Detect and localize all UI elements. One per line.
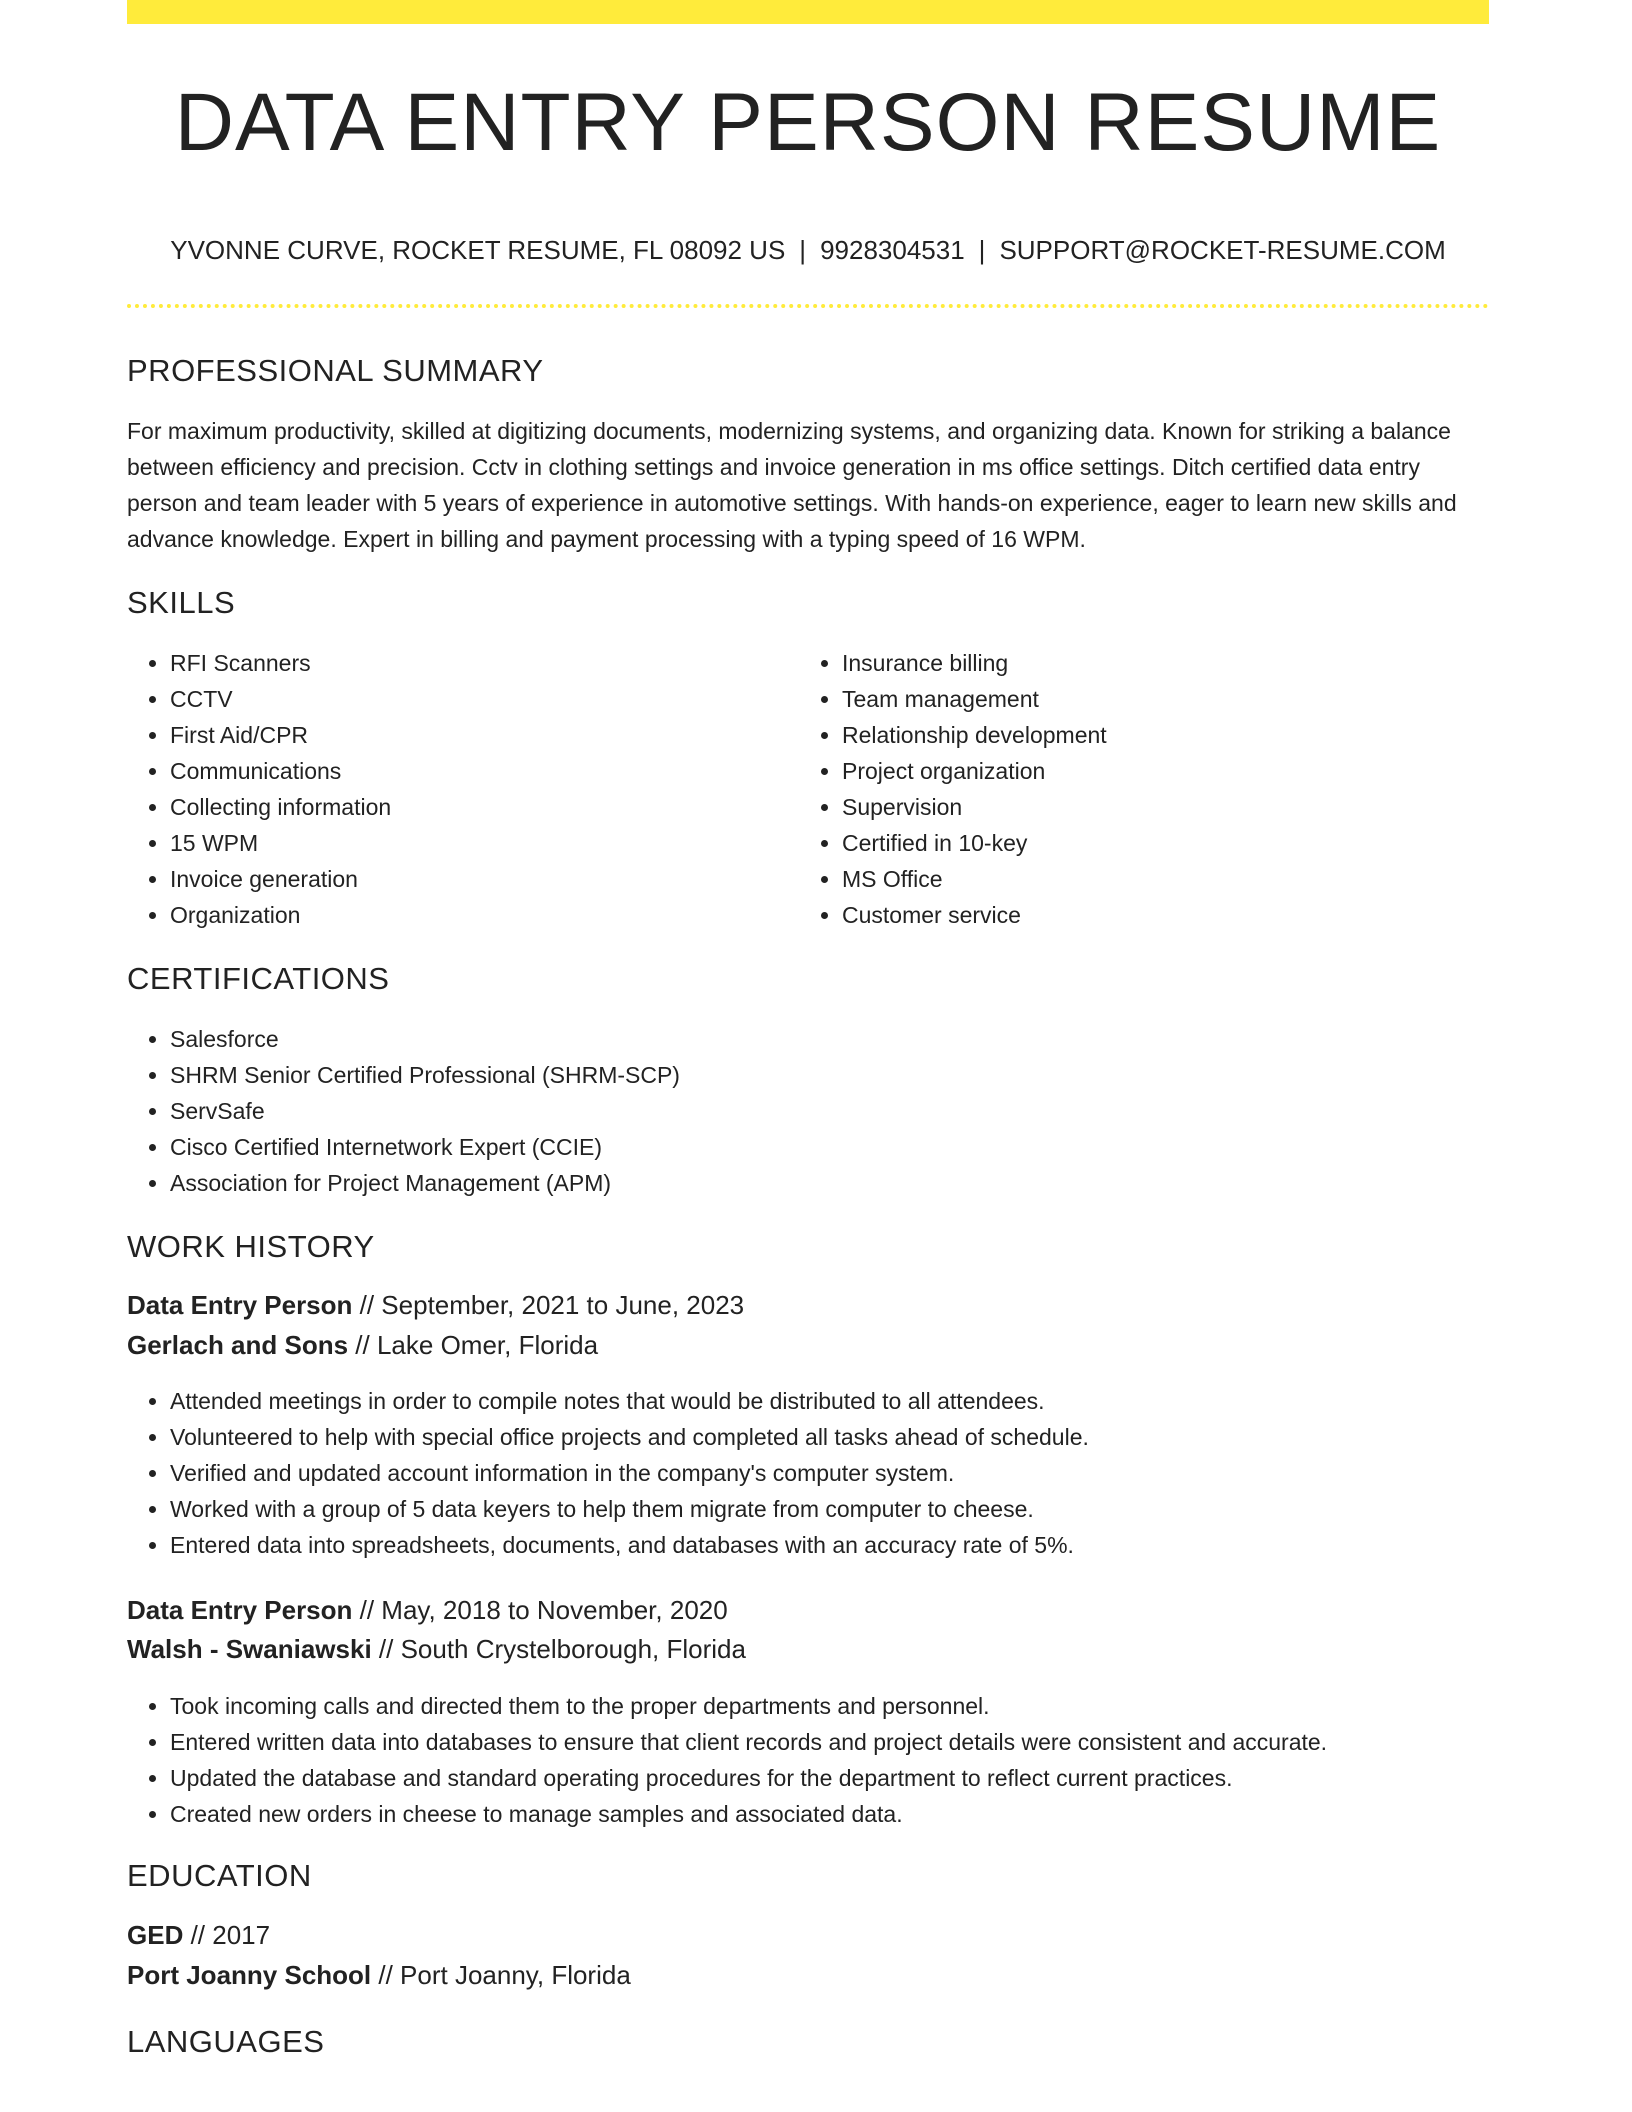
list-item: • Updated the database and standard operating procedures for the department to reflect current practices. xyxy=(170,1760,1327,1796)
education-school-line xyxy=(127,1960,631,1991)
list-item: • Insurance billing xyxy=(842,645,1107,681)
job-bullets xyxy=(127,1383,1089,1563)
summary-heading: PROFESSIONAL SUMMARY xyxy=(127,353,544,388)
list-item: • Attended meetings in order to compile notes that would be distributed to all attendees. xyxy=(170,1383,1089,1419)
list-item: • Entered written data into databases to ensure that client records and project details were consistent and accurate. xyxy=(170,1724,1327,1760)
education-school: Port Joanny School xyxy=(127,1960,372,1990)
summary-text: For maximum productivity, skilled at digitizing documents, modernizing systems, and organizing data. Known for striking a balance between efficiency and precision. Cctv in clothing settings and invoice generation in ms office settings. Ditch certified data entry person and team leader with 5 years of experience in automotive settings. With hands-on experience, eager to learn new skills and advance knowledge. Expert in billing and payment processing with a typing speed of 16 WPM. xyxy=(127,418,1457,552)
list-item: • ServSafe xyxy=(170,1093,680,1129)
skills-list-right xyxy=(799,645,1107,933)
list-item: • Team management xyxy=(842,681,1107,717)
list-item: • Created new orders in cheese to manage samples and associated data. xyxy=(170,1796,1327,1832)
work-history-heading: WORK HISTORY xyxy=(127,1229,375,1264)
page-title: DATA ENTRY PERSON RESUME xyxy=(174,77,1442,168)
job-title: Data Entry Person xyxy=(127,1595,353,1625)
list-item: • Relationship development xyxy=(842,717,1107,753)
list-item: • Organization xyxy=(170,897,391,933)
skills-heading: SKILLS xyxy=(127,585,236,620)
list-item: • SHRM Senior Certified Professional (SHRM-SCP) xyxy=(170,1057,680,1093)
certifications-list xyxy=(127,1021,680,1201)
job-company: Gerlach and Sons xyxy=(127,1330,349,1360)
skills-list-left xyxy=(127,645,391,933)
list-item: • Cisco Certified Internetwork Expert (CCIE) xyxy=(170,1129,680,1165)
list-item: • MS Office xyxy=(842,861,1107,897)
job-location: // Lake Omer, Florida xyxy=(348,1330,599,1360)
list-item: • CCTV xyxy=(170,681,391,717)
list-item: • 15 WPM xyxy=(170,825,391,861)
list-item: • Supervision xyxy=(842,789,1107,825)
list-item: • Project organization xyxy=(842,753,1107,789)
list-item: • Volunteered to help with special office projects and completed all tasks ahead of schedule. xyxy=(170,1419,1089,1455)
job-company-line xyxy=(127,1634,746,1665)
job-location: // South Crystelborough, Florida xyxy=(371,1634,746,1664)
list-item: • Entered data into spreadsheets, documents, and databases with an accuracy rate of 5%. xyxy=(170,1527,1089,1563)
list-item: • Communications xyxy=(170,753,391,789)
dotted-divider xyxy=(127,304,1489,308)
job-dates: // September, 2021 to June, 2023 xyxy=(352,1290,745,1320)
job-dates: // May, 2018 to November, 2020 xyxy=(352,1595,728,1625)
languages-heading: LANGUAGES xyxy=(127,2024,325,2059)
list-item: • Salesforce xyxy=(170,1021,680,1057)
job-title: Data Entry Person xyxy=(127,1290,353,1320)
list-item: • Association for Project Management (APM) xyxy=(170,1165,680,1201)
list-item: • RFI Scanners xyxy=(170,645,391,681)
list-item: • Customer service xyxy=(842,897,1107,933)
contact-separator: | xyxy=(978,235,986,265)
education-degree: GED xyxy=(127,1920,184,1950)
contact-line xyxy=(127,235,1489,266)
list-item: • Verified and updated account information in the company's computer system. xyxy=(170,1455,1089,1491)
education-degree-line xyxy=(127,1920,270,1951)
list-item: • First Aid/CPR xyxy=(170,717,391,753)
certifications-heading: CERTIFICATIONS xyxy=(127,961,390,996)
education-heading: EDUCATION xyxy=(127,1858,312,1893)
job-bullets xyxy=(127,1688,1327,1832)
list-item: • Collecting information xyxy=(170,789,391,825)
contact-phone: 9928304531 xyxy=(820,235,965,265)
list-item: • Worked with a group of 5 data keyers to help them migrate from computer to cheese. xyxy=(170,1491,1089,1527)
contact-separator: | xyxy=(799,235,807,265)
job-title-line xyxy=(127,1290,744,1321)
list-item: • Invoice generation xyxy=(170,861,391,897)
education-location: // Port Joanny, Florida xyxy=(371,1960,631,1990)
top-accent-bar xyxy=(127,0,1489,24)
job-title-line xyxy=(127,1595,728,1626)
contact-email: SUPPORT@ROCKET-RESUME.COM xyxy=(999,235,1446,265)
contact-address: YVONNE CURVE, ROCKET RESUME, FL 08092 US xyxy=(170,235,786,265)
education-year: // 2017 xyxy=(183,1920,271,1950)
list-item: • Took incoming calls and directed them to the proper departments and personnel. xyxy=(170,1688,1327,1724)
job-company-line xyxy=(127,1330,598,1361)
list-item: • Certified in 10-key xyxy=(842,825,1107,861)
job-company: Walsh - Swaniawski xyxy=(127,1634,372,1664)
